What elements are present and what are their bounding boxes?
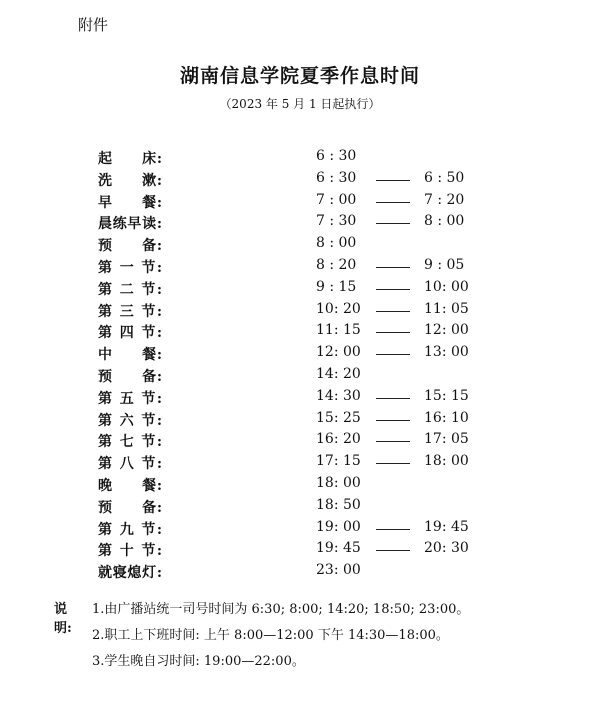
time-range-dash bbox=[376, 202, 410, 203]
schedule-end-time: 20: 30 bbox=[424, 540, 469, 557]
schedule-item-name: 中 餐: bbox=[98, 347, 162, 364]
schedule-row bbox=[0, 344, 600, 366]
schedule-item-name: 预 备: bbox=[98, 499, 162, 516]
attachment-label: 附件 bbox=[78, 16, 109, 34]
time-range-dash bbox=[376, 180, 410, 181]
schedule-item-name: 第 四 节: bbox=[98, 325, 162, 342]
schedule-row bbox=[0, 431, 600, 453]
schedule-item-name: 起 床: bbox=[98, 151, 162, 167]
schedule-start-time: 19: 45 bbox=[316, 540, 361, 557]
schedule-start-time: 14: 30 bbox=[316, 387, 361, 404]
schedule-row bbox=[0, 366, 600, 388]
schedule-item-name: 第 一 节: bbox=[98, 259, 162, 276]
schedule-item-name: 早 餐: bbox=[98, 194, 162, 211]
time-range-dash bbox=[376, 420, 410, 421]
schedule-item-name: 第 十 节: bbox=[98, 543, 162, 560]
schedule-row bbox=[0, 475, 600, 497]
schedule-row bbox=[0, 562, 600, 584]
schedule-item-name: 预 备: bbox=[98, 368, 162, 385]
note-line-1: 1.由广播站统一司号时间为 6:30; 8:00; 14:20; 18:50; 23:00。 bbox=[92, 602, 470, 617]
schedule-row bbox=[0, 257, 600, 279]
schedule-start-time: 23: 00 bbox=[316, 562, 361, 579]
schedule-item-name: 晨练早读: bbox=[98, 216, 162, 233]
time-range-dash bbox=[376, 550, 410, 551]
time-range-dash bbox=[376, 529, 410, 530]
time-range-dash bbox=[376, 441, 410, 442]
schedule-row bbox=[0, 388, 600, 410]
schedule-row bbox=[0, 170, 600, 192]
schedule-row bbox=[0, 301, 600, 323]
schedule-item-name: 第 三 节: bbox=[98, 303, 162, 320]
schedule-start-time: 6 : 30 bbox=[316, 169, 357, 186]
schedule-end-time: 6 : 50 bbox=[424, 169, 465, 186]
schedule-row bbox=[0, 453, 600, 475]
time-range-dash bbox=[376, 223, 410, 224]
time-range-dash bbox=[376, 354, 410, 355]
schedule-row bbox=[0, 279, 600, 301]
time-range-dash bbox=[376, 311, 410, 312]
schedule-end-time: 17: 05 bbox=[424, 431, 469, 448]
schedule-end-time: 19: 45 bbox=[424, 518, 469, 535]
schedule-start-time: 9 : 15 bbox=[316, 278, 357, 295]
time-range-dash bbox=[376, 463, 410, 464]
schedule-start-time: 12: 00 bbox=[316, 344, 361, 361]
schedule-list bbox=[0, 148, 600, 584]
schedule-row bbox=[0, 322, 600, 344]
time-range-dash bbox=[376, 289, 410, 290]
schedule-item-name: 洗 漱: bbox=[98, 172, 162, 189]
schedule-start-time: 14: 20 bbox=[316, 365, 361, 382]
schedule-start-time: 7 : 30 bbox=[316, 213, 357, 230]
schedule-end-time: 9 : 05 bbox=[424, 256, 465, 273]
schedule-start-time: 8 : 00 bbox=[316, 235, 357, 252]
schedule-end-time: 8 : 00 bbox=[424, 213, 465, 230]
schedule-end-time: 16: 10 bbox=[424, 409, 469, 426]
time-range-dash bbox=[376, 398, 410, 399]
schedule-start-time: 8 : 20 bbox=[316, 256, 357, 273]
time-range-dash bbox=[376, 332, 410, 333]
time-range-dash bbox=[376, 267, 410, 268]
schedule-end-time: 10: 00 bbox=[424, 278, 469, 295]
schedule-row bbox=[0, 148, 600, 170]
schedule-row bbox=[0, 235, 600, 257]
schedule-item-name: 晚 餐: bbox=[98, 477, 162, 494]
schedule-item-name: 第 八 节: bbox=[98, 456, 162, 473]
schedule-row bbox=[0, 410, 600, 432]
note-line-2: 2.职工上下班时间: 上午 8:00—12:00 下午 14:30—18:00。 bbox=[92, 628, 449, 643]
schedule-item-name: 第 二 节: bbox=[98, 281, 162, 298]
schedule-end-time: 13: 00 bbox=[424, 344, 469, 361]
page-subtitle: （2023 年 5 月 1 日起执行） bbox=[219, 97, 381, 111]
schedule-start-time: 18: 00 bbox=[316, 474, 361, 491]
schedule-start-time: 11: 15 bbox=[316, 322, 361, 339]
schedule-end-time: 15: 15 bbox=[424, 387, 469, 404]
schedule-start-time: 7 : 00 bbox=[316, 191, 357, 208]
schedule-end-time: 7 : 20 bbox=[424, 191, 465, 208]
schedule-row bbox=[0, 497, 600, 519]
schedule-start-time: 15: 25 bbox=[316, 409, 361, 426]
schedule-item-name: 预 备: bbox=[98, 238, 162, 255]
schedule-start-time: 16: 20 bbox=[316, 431, 361, 448]
schedule-item-name: 就寝熄灯: bbox=[98, 565, 162, 582]
schedule-start-time: 6 : 30 bbox=[316, 148, 357, 164]
note-line-3: 3.学生晚自习时间: 19:00—22:00。 bbox=[92, 654, 305, 669]
schedule-item-name: 第 五 节: bbox=[98, 390, 162, 407]
schedule-row bbox=[0, 192, 600, 214]
schedule-end-time: 11: 05 bbox=[424, 300, 469, 317]
schedule-start-time: 19: 00 bbox=[316, 518, 361, 535]
schedule-end-time: 18: 00 bbox=[424, 453, 469, 470]
schedule-item-name: 第 七 节: bbox=[98, 434, 162, 451]
schedule-start-time: 10: 20 bbox=[316, 300, 361, 317]
schedule-row bbox=[0, 540, 600, 562]
schedule-end-time: 12: 00 bbox=[424, 322, 469, 339]
page-title: 湖南信息学院夏季作息时间 bbox=[179, 65, 420, 87]
schedule-start-time: 17: 15 bbox=[316, 453, 361, 470]
schedule-start-time: 18: 50 bbox=[316, 496, 361, 513]
schedule-row bbox=[0, 519, 600, 541]
schedule-item-name: 第 九 节: bbox=[98, 521, 162, 538]
schedule-item-name: 第 六 节: bbox=[98, 412, 162, 429]
notes-heading: 说明: bbox=[54, 602, 72, 636]
schedule-row bbox=[0, 213, 600, 235]
